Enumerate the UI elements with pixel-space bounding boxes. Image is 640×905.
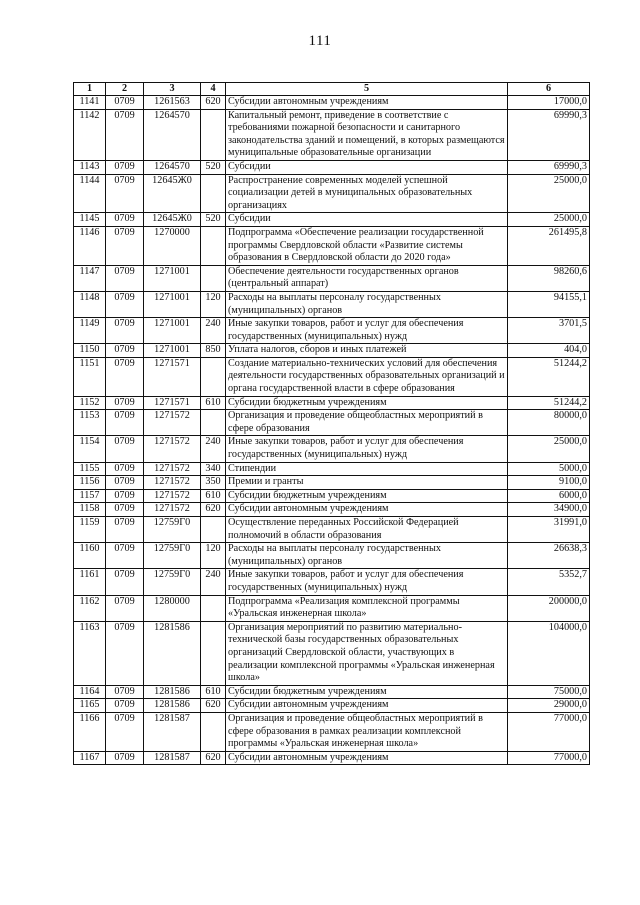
table-row	[74, 291, 590, 317]
expense-type: 610	[201, 685, 226, 699]
section-code: 0709	[106, 751, 144, 765]
target-article: 1271571	[144, 396, 201, 410]
table-row	[74, 357, 590, 396]
target-article: 1271572	[144, 476, 201, 490]
item-name: Подпрограмма «Обеспечение реализации государственной программы Свердловской области «Развитие системы образования в Свердловской области до 2020 года»	[226, 226, 508, 265]
section-code: 0709	[106, 174, 144, 213]
section-code: 0709	[106, 213, 144, 227]
expense-type: 620	[201, 751, 226, 765]
target-article: 1271572	[144, 489, 201, 503]
section-code: 0709	[106, 96, 144, 110]
target-article: 1271001	[144, 291, 201, 317]
target-article: 1261563	[144, 96, 201, 110]
header-row	[74, 83, 590, 96]
expense-type: 610	[201, 396, 226, 410]
table-row	[74, 503, 590, 517]
row-number: 1153	[74, 410, 106, 436]
target-article: 1270000	[144, 226, 201, 265]
table-row	[74, 410, 590, 436]
amount: 75000,0	[508, 685, 590, 699]
target-article: 1281587	[144, 712, 201, 751]
target-article: 1281586	[144, 685, 201, 699]
section-code: 0709	[106, 489, 144, 503]
header-cell: 3	[144, 83, 201, 96]
expense-type: 240	[201, 318, 226, 344]
row-number: 1154	[74, 436, 106, 462]
target-article: 12759Г0	[144, 517, 201, 543]
item-name: Субсидии	[226, 213, 508, 227]
section-code: 0709	[106, 699, 144, 713]
section-code: 0709	[106, 265, 144, 291]
row-number: 1163	[74, 621, 106, 685]
amount: 69990,3	[508, 160, 590, 174]
section-code: 0709	[106, 569, 144, 595]
expense-type	[201, 595, 226, 621]
amount: 25000,0	[508, 213, 590, 227]
section-code: 0709	[106, 543, 144, 569]
row-number: 1142	[74, 109, 106, 160]
row-number: 1156	[74, 476, 106, 490]
section-code: 0709	[106, 436, 144, 462]
row-number: 1152	[74, 396, 106, 410]
row-number: 1155	[74, 462, 106, 476]
expense-type: 850	[201, 344, 226, 358]
item-name: Премии и гранты	[226, 476, 508, 490]
target-article: 1280000	[144, 595, 201, 621]
target-article: 1271572	[144, 462, 201, 476]
table-row	[74, 462, 590, 476]
expense-type: 120	[201, 291, 226, 317]
expense-type: 620	[201, 96, 226, 110]
table-row	[74, 712, 590, 751]
amount: 25000,0	[508, 174, 590, 213]
table-row	[74, 160, 590, 174]
target-article: 1271001	[144, 344, 201, 358]
row-number: 1148	[74, 291, 106, 317]
item-name: Подпрограмма «Реализация комплексной программы «Уральская инженерная школа»	[226, 595, 508, 621]
amount: 77000,0	[508, 712, 590, 751]
section-code: 0709	[106, 109, 144, 160]
item-name: Распространение современных моделей успешной социализации детей в муниципальных образовательных организациях	[226, 174, 508, 213]
section-code: 0709	[106, 685, 144, 699]
item-name: Иные закупки товаров, работ и услуг для обеспечения государственных (муниципальных) нужд	[226, 436, 508, 462]
target-article: 1271571	[144, 357, 201, 396]
amount: 77000,0	[508, 751, 590, 765]
amount: 9100,0	[508, 476, 590, 490]
row-number: 1161	[74, 569, 106, 595]
target-article: 1281586	[144, 699, 201, 713]
item-name: Капитальный ремонт, приведение в соответствие с требованиями пожарной безопасности и санитарного законодательства зданий и помещений, в которых размещаются муниципальные образовательные организации	[226, 109, 508, 160]
target-article: 1281587	[144, 751, 201, 765]
expense-type: 240	[201, 569, 226, 595]
target-article: 12645Ж0	[144, 213, 201, 227]
amount: 51244,2	[508, 357, 590, 396]
section-code: 0709	[106, 476, 144, 490]
amount: 104000,0	[508, 621, 590, 685]
section-code: 0709	[106, 226, 144, 265]
expense-type	[201, 410, 226, 436]
item-name: Субсидии бюджетным учреждениям	[226, 685, 508, 699]
item-name: Субсидии автономным учреждениям	[226, 503, 508, 517]
item-name: Субсидии	[226, 160, 508, 174]
item-name: Иные закупки товаров, работ и услуг для обеспечения государственных (муниципальных) нужд	[226, 569, 508, 595]
row-number: 1159	[74, 517, 106, 543]
expense-type: 620	[201, 699, 226, 713]
section-code: 0709	[106, 462, 144, 476]
expense-type	[201, 174, 226, 213]
item-name: Субсидии автономным учреждениям	[226, 699, 508, 713]
item-name: Субсидии автономным учреждениям	[226, 751, 508, 765]
table-row	[74, 96, 590, 110]
row-number: 1145	[74, 213, 106, 227]
item-name: Иные закупки товаров, работ и услуг для обеспечения государственных (муниципальных) нужд	[226, 318, 508, 344]
amount: 51244,2	[508, 396, 590, 410]
amount: 26638,3	[508, 543, 590, 569]
target-article: 1271001	[144, 318, 201, 344]
row-number: 1166	[74, 712, 106, 751]
target-article: 1271572	[144, 503, 201, 517]
amount: 94155,1	[508, 291, 590, 317]
section-code: 0709	[106, 357, 144, 396]
expense-type	[201, 621, 226, 685]
row-number: 1162	[74, 595, 106, 621]
item-name: Организация мероприятий по развитию материально-технической базы государственных образовательных организаций Свердловской области, участвующих в реализации комплексной программы «Уральская инженерная школа»	[226, 621, 508, 685]
section-code: 0709	[106, 410, 144, 436]
section-code: 0709	[106, 517, 144, 543]
table-row	[74, 344, 590, 358]
expense-type: 350	[201, 476, 226, 490]
target-article: 12759Г0	[144, 569, 201, 595]
target-article: 12759Г0	[144, 543, 201, 569]
table-row	[74, 569, 590, 595]
target-article: 1271572	[144, 436, 201, 462]
budget-table	[73, 82, 590, 765]
row-number: 1158	[74, 503, 106, 517]
row-number: 1164	[74, 685, 106, 699]
row-number: 1151	[74, 357, 106, 396]
target-article: 1271001	[144, 265, 201, 291]
table-row	[74, 213, 590, 227]
row-number: 1167	[74, 751, 106, 765]
section-code: 0709	[106, 396, 144, 410]
amount: 3701,5	[508, 318, 590, 344]
expense-type: 120	[201, 543, 226, 569]
table-row	[74, 621, 590, 685]
section-code: 0709	[106, 318, 144, 344]
item-name: Расходы на выплаты персоналу государственных (муниципальных) органов	[226, 291, 508, 317]
row-number: 1147	[74, 265, 106, 291]
amount: 17000,0	[508, 96, 590, 110]
target-article: 1271572	[144, 410, 201, 436]
amount: 200000,0	[508, 595, 590, 621]
item-name: Уплата налогов, сборов и иных платежей	[226, 344, 508, 358]
header-cell: 6	[508, 83, 590, 96]
row-number: 1165	[74, 699, 106, 713]
amount: 98260,6	[508, 265, 590, 291]
row-number: 1150	[74, 344, 106, 358]
page-number: 111	[308, 33, 332, 49]
amount: 5000,0	[508, 462, 590, 476]
section-code: 0709	[106, 160, 144, 174]
item-name: Субсидии бюджетным учреждениям	[226, 396, 508, 410]
table-row	[74, 109, 590, 160]
item-name: Субсидии бюджетным учреждениям	[226, 489, 508, 503]
header-cell: 2	[106, 83, 144, 96]
amount: 6000,0	[508, 489, 590, 503]
expense-type	[201, 357, 226, 396]
amount: 31991,0	[508, 517, 590, 543]
table-row	[74, 685, 590, 699]
section-code: 0709	[106, 291, 144, 317]
header-cell: 4	[201, 83, 226, 96]
amount: 25000,0	[508, 436, 590, 462]
expense-type	[201, 517, 226, 543]
table-row	[74, 226, 590, 265]
row-number: 1157	[74, 489, 106, 503]
table-row	[74, 396, 590, 410]
target-article: 1264570	[144, 160, 201, 174]
item-name: Организация и проведение общеобластных мероприятий в сфере образования в рамках реализации комплексной программы «Уральская инженерная школа»	[226, 712, 508, 751]
table-row	[74, 489, 590, 503]
expense-type	[201, 226, 226, 265]
item-name: Обеспечение деятельности государственных органов (центральный аппарат)	[226, 265, 508, 291]
header-cell: 1	[74, 83, 106, 96]
item-name: Создание материально-технических условий для обеспечения деятельности государственных образовательных организаций и органа государственной власти в сфере образования	[226, 357, 508, 396]
expense-type	[201, 109, 226, 160]
table-row	[74, 595, 590, 621]
row-number: 1160	[74, 543, 106, 569]
expense-type: 520	[201, 160, 226, 174]
table-row	[74, 265, 590, 291]
amount: 69990,3	[508, 109, 590, 160]
expense-type: 340	[201, 462, 226, 476]
section-code: 0709	[106, 621, 144, 685]
amount: 34900,0	[508, 503, 590, 517]
item-name: Осуществление переданных Российской Федерацией полномочий в области образования	[226, 517, 508, 543]
table-row	[74, 517, 590, 543]
amount: 5352,7	[508, 569, 590, 595]
amount: 29000,0	[508, 699, 590, 713]
table-row	[74, 318, 590, 344]
row-number: 1143	[74, 160, 106, 174]
expense-type	[201, 265, 226, 291]
item-name: Субсидии автономным учреждениям	[226, 96, 508, 110]
table-row	[74, 476, 590, 490]
section-code: 0709	[106, 503, 144, 517]
table-row	[74, 699, 590, 713]
section-code: 0709	[106, 595, 144, 621]
amount: 80000,0	[508, 410, 590, 436]
section-code: 0709	[106, 712, 144, 751]
row-number: 1149	[74, 318, 106, 344]
header-cell: 5	[226, 83, 508, 96]
row-number: 1144	[74, 174, 106, 213]
table-row	[74, 436, 590, 462]
item-name: Стипендии	[226, 462, 508, 476]
expense-type: 610	[201, 489, 226, 503]
amount: 404,0	[508, 344, 590, 358]
expense-type	[201, 712, 226, 751]
table-body	[74, 96, 590, 765]
section-code: 0709	[106, 344, 144, 358]
expense-type: 620	[201, 503, 226, 517]
expense-type: 240	[201, 436, 226, 462]
row-number: 1146	[74, 226, 106, 265]
table-row	[74, 543, 590, 569]
item-name: Расходы на выплаты персоналу государственных (муниципальных) органов	[226, 543, 508, 569]
table-row	[74, 751, 590, 765]
amount: 261495,8	[508, 226, 590, 265]
item-name: Организация и проведение общеобластных мероприятий в сфере образования	[226, 410, 508, 436]
row-number: 1141	[74, 96, 106, 110]
expense-type: 520	[201, 213, 226, 227]
target-article: 1264570	[144, 109, 201, 160]
table-row	[74, 174, 590, 213]
target-article: 12645Ж0	[144, 174, 201, 213]
target-article: 1281586	[144, 621, 201, 685]
